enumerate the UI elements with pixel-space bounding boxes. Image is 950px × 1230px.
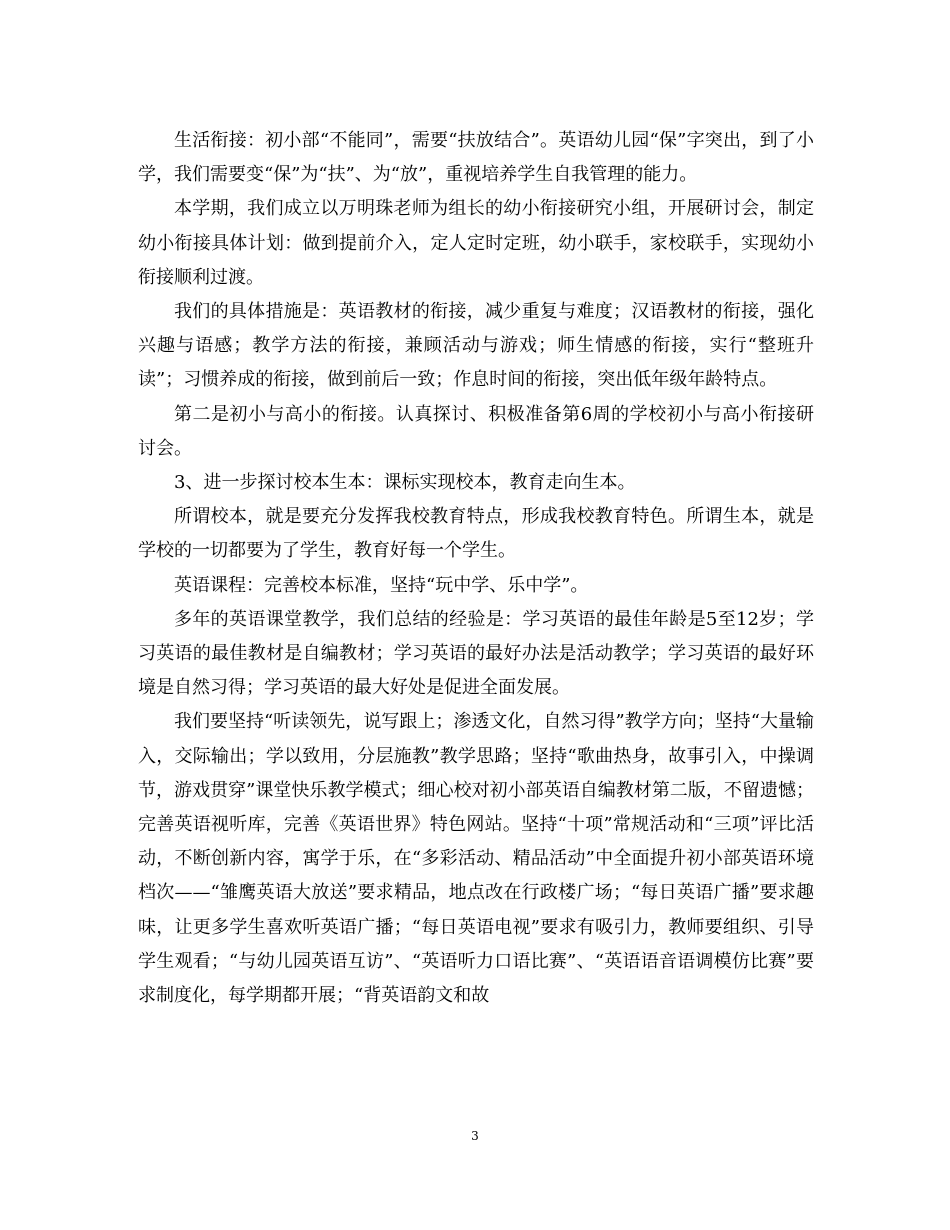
paragraph-primary-transition: 第二是初小与高小的衔接。认真探讨、积极准备第6周的学校初小与高小衔接研讨会。 <box>138 403 814 459</box>
paragraph-life-transition: 生活衔接：初小部“不能同”，需要“扶放结合”。英语幼儿园“保”字突出，到了小学，我们需要变“保”为“扶”、为“放”，重视培养学生自我管理的能力。 <box>138 130 814 186</box>
paragraph-specific-measures: 我们的具体措施是：英语教材的衔接，减少重复与难度；汉语教材的衔接，强化兴趣与语感；教学方法的衔接，兼顾活动与游戏；师生情感的衔接，实行“整班升读”；习惯养成的衔接，做到前后一致；作息时间的衔接，突出低年级年龄特点。 <box>138 301 814 391</box>
page-body <box>138 124 814 1013</box>
paragraph-research-group: 本学期，我们成立以万明珠老师为组长的幼小衔接研究小组，开展研讨会，制定幼小衔接具体计划：做到提前介入，定人定时定班，幼小联手，家校联手，实现幼小衔接顺利过渡。 <box>138 198 814 288</box>
paragraph-teaching-experience: 多年的英语课堂教学，我们总结的经验是：学习英语的最佳年龄是5至12岁；学习英语的最佳教材是自编教材；学习英语的最好办法是活动教学；学习英语的最好环境是自然习得；学习英语的最大好处是促进全面发展。 <box>138 608 814 699</box>
paragraph-section-3-heading: 3、进一步探讨校本生本：课标实现校本，教育走向生本。 <box>174 472 636 494</box>
paragraph-english-curriculum: 英语课程：完善校本标准，坚持“玩中学、乐中学”。 <box>174 574 589 596</box>
paragraph-teaching-approach: 我们要坚持“听读领先，说写跟上；渗透文化，自然习得”教学方向；坚持“大量输入，交际输出；学以致用，分层施教”教学思路；坚持“歌曲热身，故事引入，中操调节，游戏贯穿”课堂快乐教学模式；细心校对初小部英语自编教材第二版，不留遗憾；完善英语视听库，完善《英语世界》特色网站。坚持“十项”常规活动和“三项”评比活动，不断创新内容，寓学于乐，在“多彩活动、精品活动”中全面提升初小部英语环境档次——“雏鹰英语大放送”要求精品，地点改在行政楼广场；“每日英语广播”要求趣味，让更多学生喜欢听英语广播；“每日英语电视”要求有吸引力，教师要组织、引导学生观看；“与幼儿园英语互访”、“英语听力口语比赛”、“英语语音语调模仿比赛”要求制度化，每学期都开展；“背英语韵文和故 <box>138 711 814 1007</box>
paragraph-school-based-definition: 所谓校本，就是要充分发挥我校教育特点，形成我校教育特色。所谓生本，就是学校的一切都要为了学生，教育好每一个学生。 <box>138 506 814 562</box>
page-number: 3 <box>471 1129 479 1143</box>
